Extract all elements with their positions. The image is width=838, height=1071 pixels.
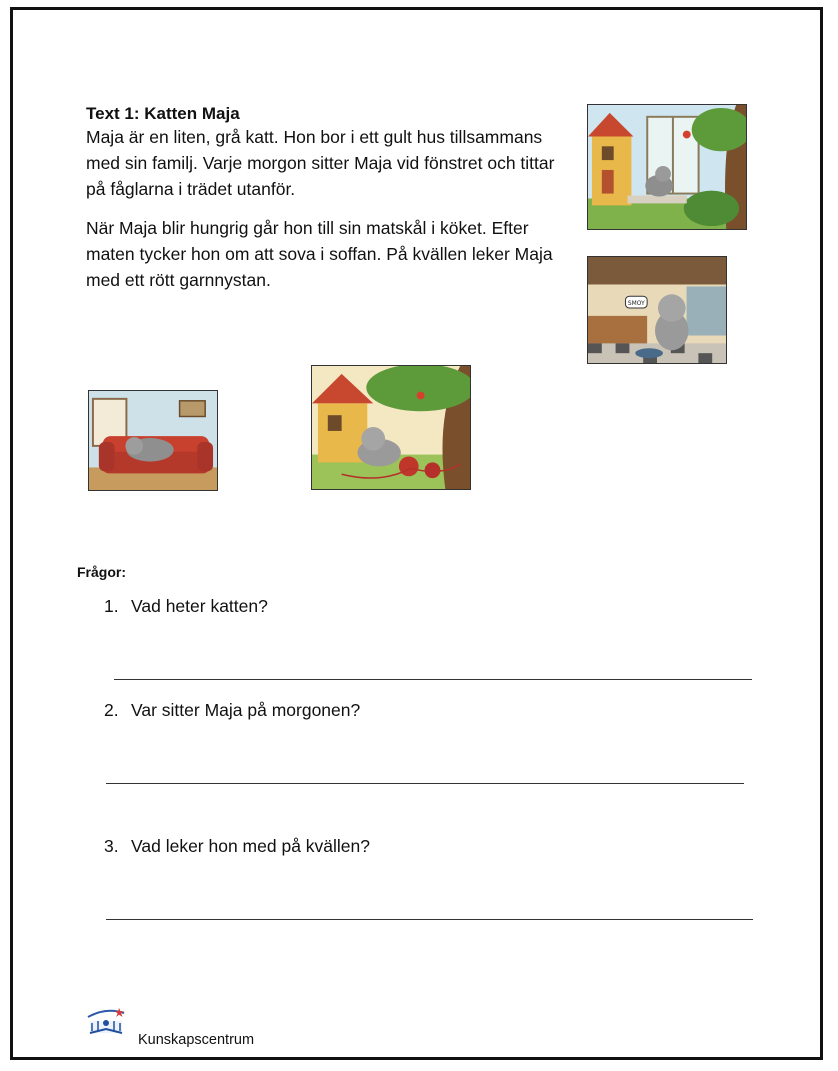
story-paragraph-1: Maja är en liten, grå katt. Hon bor i ett gult hus tillsammans med sin familj. Varje morgon sitter Maja vid fönstret och tittar på fåglarna i trädet utanför. (86, 127, 555, 199)
kitchen-sign-text: SMOY (627, 301, 645, 308)
questions-heading: Frågor: (77, 564, 126, 580)
footer-brand: Kunskapscentrum (138, 1032, 255, 1048)
illustration-cat-kitchen (587, 256, 727, 364)
question-text: Var sitter Maja på morgonen? (131, 700, 361, 720)
question-1 (104, 596, 268, 617)
text-title: Text 1: Katten Maja (86, 104, 240, 123)
kunskapscentrum-logo (84, 1005, 128, 1037)
question-text: Vad leker hon med på kvällen? (131, 836, 370, 856)
question-number: 1. (104, 596, 119, 616)
answer-line-2[interactable] (106, 783, 744, 784)
illustration-cat-yarn (311, 365, 471, 490)
question-number: 3. (104, 836, 119, 856)
answer-line-1[interactable] (114, 679, 752, 680)
question-number: 2. (104, 700, 119, 720)
question-2 (104, 700, 360, 721)
illustration-cat-sofa (88, 390, 218, 491)
illustration-cat-window (587, 104, 747, 230)
answer-line-3[interactable] (106, 919, 753, 920)
question-text: Vad heter katten? (131, 596, 268, 616)
story-paragraph-2: När Maja blir hungrig går hon till sin matskål i köket. Efter maten tycker hon om att sova i soffan. På kvällen leker Maja med ett rött garnnystan. (86, 218, 553, 290)
question-3 (104, 836, 370, 857)
